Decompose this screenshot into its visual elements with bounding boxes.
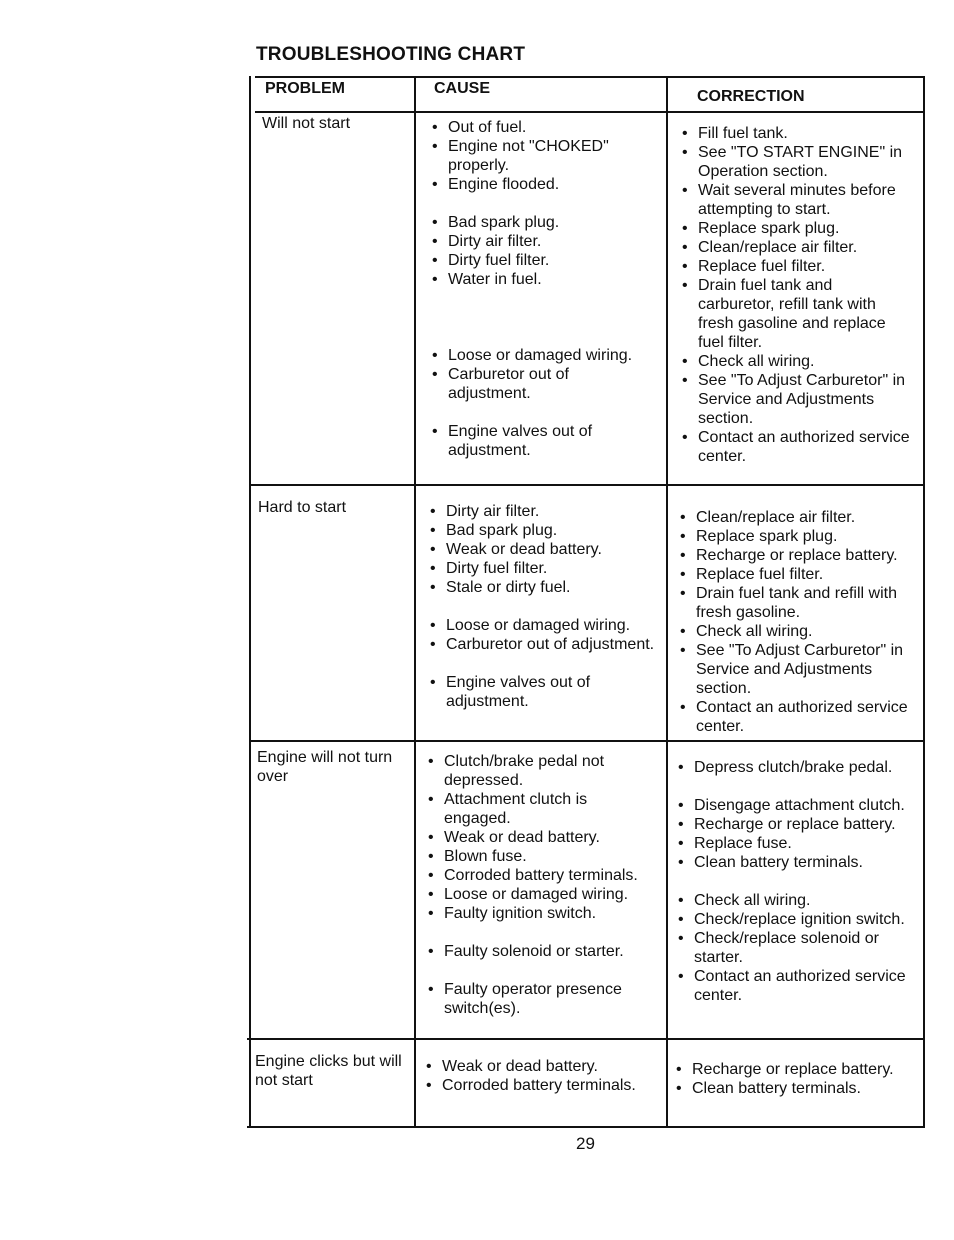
list-item: • Drain fuel tank and carburetor, refill tank with fresh gasoline and replace fuel filter. <box>680 276 912 352</box>
list-item: • Engine flooded. <box>430 175 655 194</box>
list-item: • Dirty fuel filter. <box>428 559 658 578</box>
list-item: • See "To Adjust Carburetor" in Service and Adjustments section. <box>680 371 912 428</box>
list-item: • Replace fuse. <box>676 834 913 853</box>
correction-list <box>676 758 913 1005</box>
list-item: • Engine not "CHOKED" properly. <box>430 137 655 175</box>
table-left-border <box>249 76 251 1128</box>
troubleshooting-table <box>247 76 925 1128</box>
cause-list <box>430 118 655 460</box>
list-item: • Recharge or replace battery. <box>676 815 913 834</box>
list-item: • Contact an authorized service center. <box>676 967 913 1005</box>
table-top-border <box>255 76 925 78</box>
list-item: • Carburetor out of adjustment. <box>430 365 655 403</box>
list-item: • Contact an authorized service center. <box>678 698 913 736</box>
problem-cell: Engine will not turn over <box>257 749 393 785</box>
list-item: • Faulty solenoid or starter. <box>426 942 658 961</box>
list-item: • Engine valves out of adjustment. <box>430 422 655 460</box>
list-item: • Replace fuel filter. <box>680 257 912 276</box>
list-item: • Clean battery terminals. <box>676 853 913 872</box>
list-item: • Clutch/brake pedal not depressed. <box>426 752 658 790</box>
list-item: • Water in fuel. <box>430 270 655 289</box>
problem-cell: Engine clicks but will not start <box>255 1053 402 1089</box>
list-item: • See "To Adjust Carburetor" in Service and Adjustments section. <box>678 641 913 698</box>
list-item: • Check all wiring. <box>676 891 913 910</box>
list-item: • Dirty air filter. <box>430 232 655 251</box>
list-item: • Depress clutch/brake pedal. <box>676 758 913 777</box>
table-right-border <box>923 76 925 1128</box>
list-item: • Check/replace ignition switch. <box>676 910 913 929</box>
cause-list <box>424 1057 659 1095</box>
header-cause: CAUSE <box>434 80 491 97</box>
list-item: • Faulty operator presence switch(es). <box>426 980 658 1018</box>
list-item: • Faulty ignition switch. <box>426 904 658 923</box>
list-item: • Blown fuse. <box>426 847 658 866</box>
list-item: • Replace spark plug. <box>680 219 912 238</box>
list-item: • Stale or dirty fuel. <box>428 578 658 597</box>
list-item: • Clean/replace air filter. <box>680 238 912 257</box>
list-item: • Loose or damaged wiring. <box>428 616 658 635</box>
cause-list <box>428 502 658 711</box>
list-item: • Corroded battery terminals. <box>424 1076 659 1095</box>
correction-list <box>680 124 912 466</box>
list-item: • Replace spark plug. <box>678 527 913 546</box>
list-item: • Recharge or replace battery. <box>678 546 913 565</box>
troubleshooting-title: TROUBLESHOOTING CHART <box>256 44 526 65</box>
problem-cell: Hard to start <box>258 499 347 516</box>
list-item: • Weak or dead battery. <box>424 1057 659 1076</box>
row-divider <box>247 1038 925 1040</box>
list-item: • Bad spark plug. <box>430 213 655 232</box>
list-item: • Wait several minutes before attempting to start. <box>680 181 912 219</box>
column-divider <box>414 76 416 1128</box>
row-divider <box>249 740 925 742</box>
list-item: • Carburetor out of adjustment. <box>428 635 658 654</box>
header-correction: CORRECTION <box>697 88 805 105</box>
list-item: • Recharge or replace battery. <box>674 1060 914 1079</box>
list-item: • Attachment clutch is engaged. <box>426 790 658 828</box>
page-number: 29 <box>576 1134 595 1153</box>
table-bottom-border <box>247 1126 925 1128</box>
list-item: • Contact an authorized service center. <box>680 428 912 466</box>
cause-list <box>426 752 658 1018</box>
list-item: • Clean/replace air filter. <box>678 508 913 527</box>
problem-cell: Will not start <box>262 115 351 132</box>
list-item: • Loose or damaged wiring. <box>426 885 658 904</box>
correction-list <box>678 508 913 736</box>
list-item: • Check/replace solenoid or starter. <box>676 929 913 967</box>
list-item: • Check all wiring. <box>680 352 912 371</box>
list-item: • Weak or dead battery. <box>426 828 658 847</box>
header-problem: PROBLEM <box>265 80 345 97</box>
header-bottom-rule <box>255 111 925 113</box>
column-divider <box>666 76 668 1128</box>
list-item: • See "TO START ENGINE" in Operation section. <box>680 143 912 181</box>
list-item: • Check all wiring. <box>678 622 913 641</box>
list-item: • Engine valves out of adjustment. <box>428 673 658 711</box>
list-item: • Clean battery terminals. <box>674 1079 914 1098</box>
list-item: • Bad spark plug. <box>428 521 658 540</box>
list-item: • Dirty fuel filter. <box>430 251 655 270</box>
list-item: • Disengage attachment clutch. <box>676 796 913 815</box>
list-item: • Drain fuel tank and refill with fresh gasoline. <box>678 584 913 622</box>
list-item: • Out of fuel. <box>430 118 655 137</box>
row-divider <box>249 484 925 486</box>
list-item: • Fill fuel tank. <box>680 124 912 143</box>
list-item: • Replace fuel filter. <box>678 565 913 584</box>
list-item: • Corroded battery terminals. <box>426 866 658 885</box>
correction-list <box>674 1060 914 1098</box>
list-item: • Loose or damaged wiring. <box>430 346 655 365</box>
list-item: • Weak or dead battery. <box>428 540 658 559</box>
list-item: • Dirty air filter. <box>428 502 658 521</box>
